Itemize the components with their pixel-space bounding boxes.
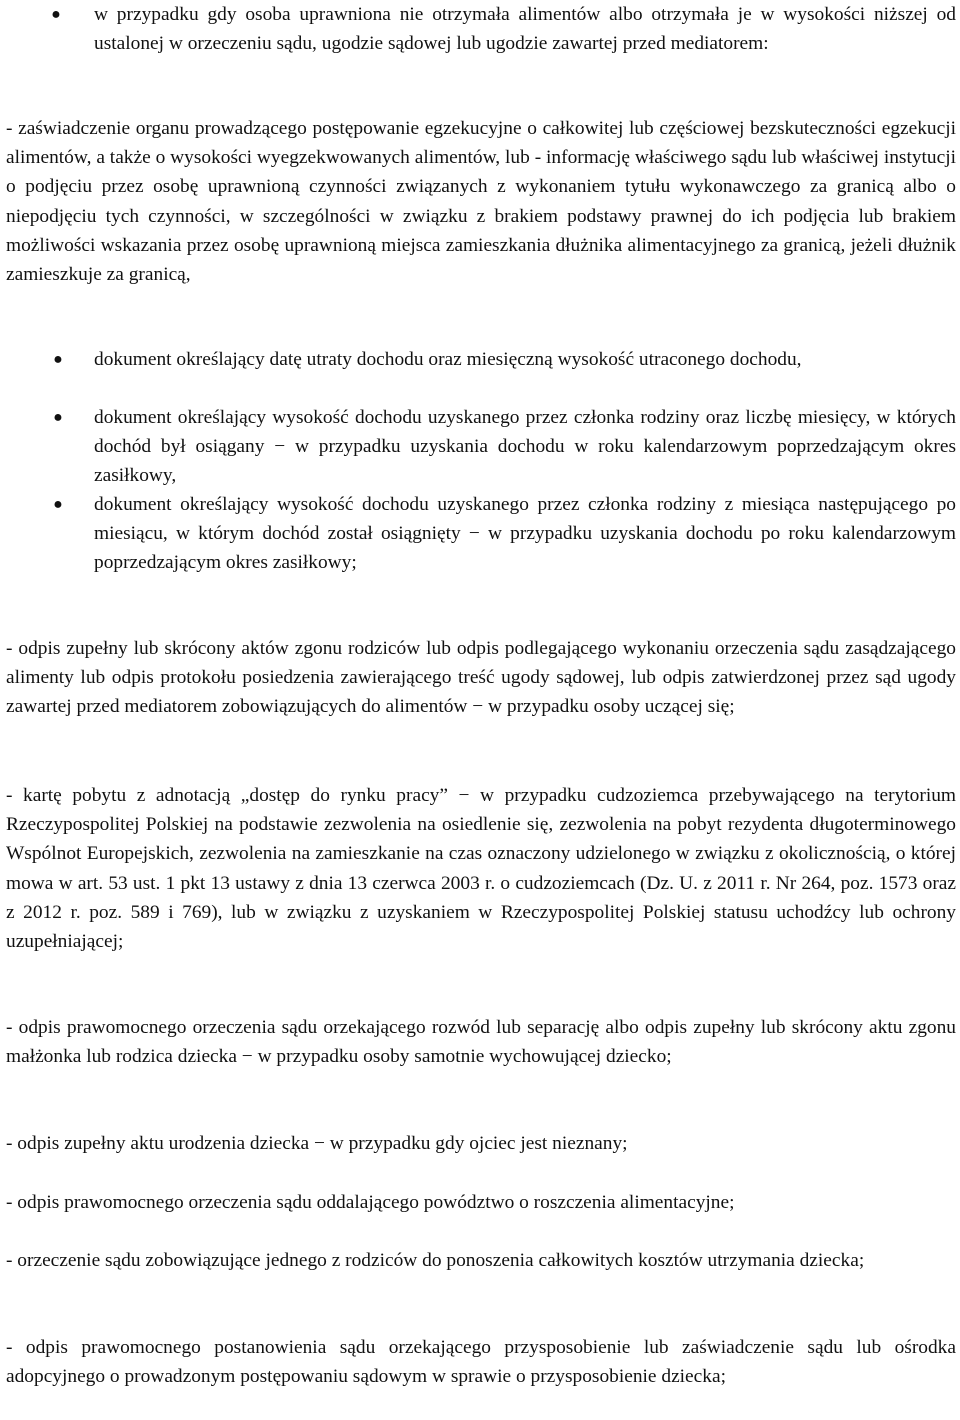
paragraph-zaswiadczenie: - zaświadczenie organu prowadzącego postępowanie egzekucyjne o całkowitej lub częściowej bezskuteczności egzekucji alimentów, a także o wysokości wyegzekwowanych alimentów, lub - informację właściwego sądu lub właściwej instytucji o podjęciu przez osobę uprawnioną czynności związanych z wykonaniem tytułu wykonawczego za granicą albo o niepodjęciu tych czynności, w szczególności w związku z brakiem podstawy prawnej do ich podjęcia lub brakiem możliwości wskazania przez osobę uprawnioną miejsca zamieszkania dłużnika alimentacyjnego za granicą, jeżeli dłużnik zamieszkuje za granicą, [6, 118, 956, 286]
list-item: dokument określający wysokość dochodu uzyskanego przez członka rodziny oraz liczbę miesięcy, w których dochód był osiągany − w przypadku uzyskania dochodu w roku kalendarzowym poprzedzającym okres zasiłkowy, [94, 407, 956, 487]
bullet-dot-icon: ● [53, 409, 63, 426]
paragraph-przysposobienie: - odpis prawomocnego postanowienia sądu orzekającego przysposobienie lub zaświadczenie sądu lub ośrodka adopcyjnego o prowadzonym postępowaniu sądowym w sprawie o przysposobienie dziecka; [6, 1337, 956, 1388]
paragraph-odpis-aktow-zgonu: - odpis zupełny lub skrócony aktów zgonu rodziców lub odpis podlegającego wykonaniu orzeczenia sądu zasądzającego alimenty lub odpis protokołu posiedzenia zawierającego treść ugody sądowej, lub odpis zatwierdzonej przez sąd ugody zawartej przed mediatorem zobowiązujących do alimentów − w przypadku osoby uczącej się; [6, 638, 956, 718]
paragraph-powodztwo: - odpis prawomocnego orzeczenia sądu oddalającego powództwo o roszczenia alimentacyjne; [6, 1192, 735, 1213]
paragraph-karta-pobytu: - kartę pobytu z adnotacją „dostęp do rynku pracy” − w przypadku cudzoziemca przebywającego na terytorium Rzeczypospolitej Polskiej na podstawie zezwolenia na osiedlenie się, zezwolenia na pobyt rezydenta długoterminowego Wspólnot Europejskich, zezwolenia na zamieszkanie na czas oznaczony udzielonego w związku z okolicznością, o której mowa w art. 53 ust. 1 pkt 13 ustawy z dnia 13 czerwca 2003 r. o cudzoziemcach (Dz. U. z 2011 r. Nr 264, poz. 1573 oraz z 2012 r. poz. 589 i 769), lub w związku z uzyskaniem w Rzeczypospolitej Polskiej statusu uchodźcy lub ochrony uzupełniającej; [6, 785, 956, 953]
paragraph-akt-urodzenia: - odpis zupełny aktu urodzenia dziecka − w przypadku gdy ojciec jest nieznany; [6, 1133, 628, 1154]
paragraph-orzeczenie-koszty: - orzeczenie sądu zobowiązujące jednego z rodziców do ponoszenia całkowitych kosztów utrzymania dziecka; [6, 1250, 865, 1271]
intro-bullet-text: w przypadku gdy osoba uprawniona nie otrzymała alimentów albo otrzymała je w wysokości niższej od ustalonej w orzeczeniu sądu, ugodzie sądowej lub ugodzie zawartej przed mediatorem: [94, 4, 956, 55]
bullet-dot-icon: ● [53, 351, 63, 368]
list-item: dokument określający datę utraty dochodu oraz miesięczną wysokość utraconego dochodu, [94, 349, 802, 370]
bullet-dot-icon: ● [51, 6, 61, 23]
bullet-dot-icon: ● [53, 496, 63, 513]
paragraph-odpis-rozwod: - odpis prawomocnego orzeczenia sądu orzekającego rozwód lub separację albo odpis zupełny lub skrócony aktu zgonu małżonka lub rodzica dziecka − w przypadku osoby samotnie wychowującej dziecko; [6, 1017, 956, 1068]
list-item: dokument określający wysokość dochodu uzyskanego przez członka rodziny z miesiąca następującego po miesiącu, w którym dochód został osiągnięty − w przypadku uzyskania dochodu po roku kalendarzowym poprzedzającym okres zasiłkowy; [94, 494, 956, 574]
